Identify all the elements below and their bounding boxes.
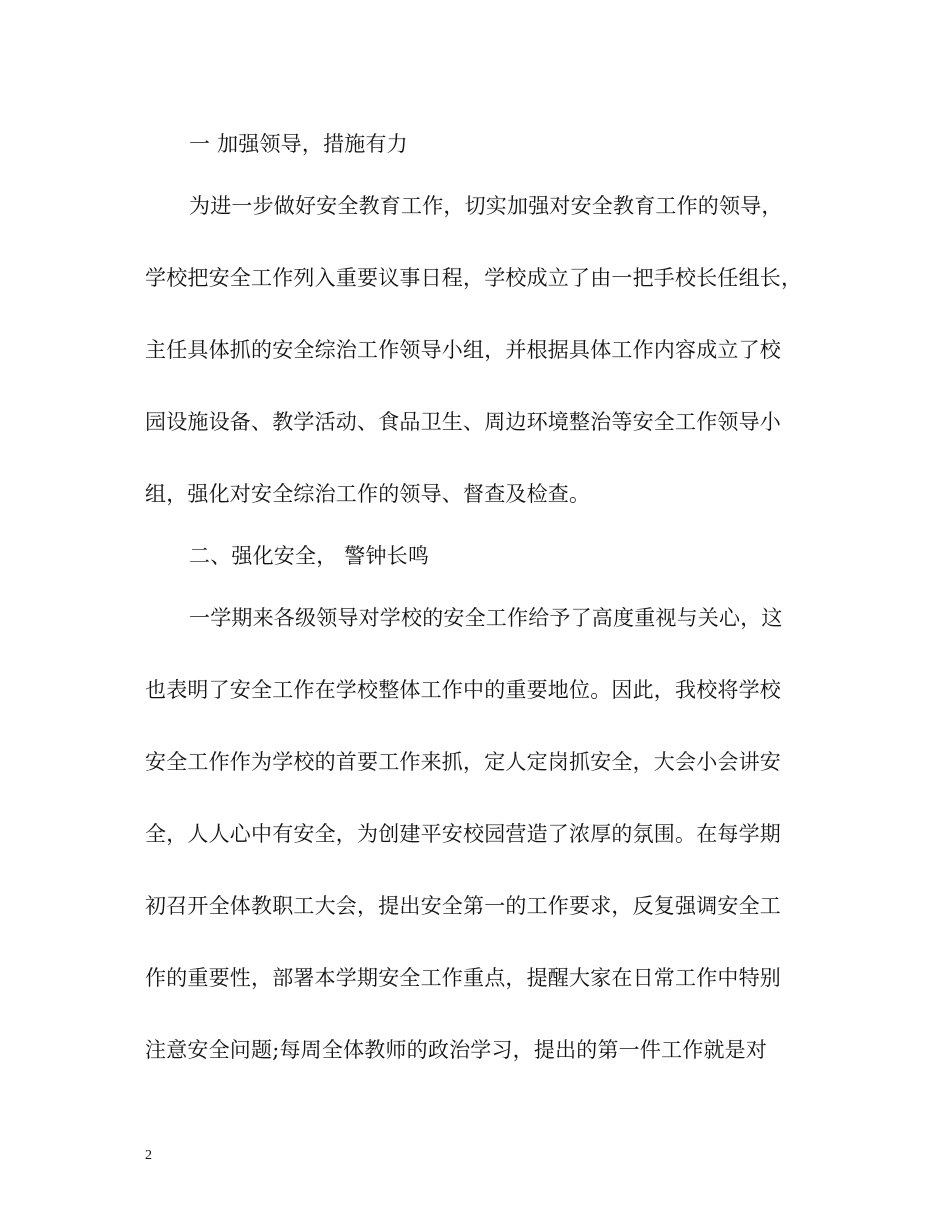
paragraph-line: 作的重要性，部署本学期安全工作重点，提醒大家在日常工作中特别 (145, 966, 781, 990)
paragraph-line: 全，人人心中有安全，为创建平安校园营造了浓厚的氛围。在每学期 (145, 822, 781, 846)
page-number: 2 (145, 1148, 152, 1163)
paragraph-line: 也表明了安全工作在学校整体工作中的重要地位。因此，我校将学校 (145, 678, 781, 702)
section-heading-1: 一 加强领导，措施有力 (189, 132, 408, 156)
paragraph-line: 为进一步做好安全教育工作，切实加强对安全教育工作的领导， (189, 194, 783, 218)
paragraph-line: 学校把安全工作列入重要议事日程，学校成立了由一把手校长任组长， (145, 266, 803, 290)
paragraph-line: 一学期来各级领导对学校的安全工作给予了高度重视与关心，这 (189, 606, 783, 630)
paragraph-line: 注意安全问题;每周全体教师的政治学习，提出的第一件工作就是对 (145, 1038, 768, 1062)
paragraph-line: 安全工作作为学校的首要工作来抓，定人定岗抓安全，大会小会讲安 (145, 750, 781, 774)
paragraph-line: 组，强化对安全综治工作的领导、督查及检查。 (145, 482, 591, 506)
paragraph-line: 初召开全体教职工大会，提出安全第一的工作要求，反复强调安全工 (145, 894, 781, 918)
paragraph-line: 主任具体抓的安全综治工作领导小组，并根据具体工作内容成立了校 (145, 338, 781, 362)
paragraph-line: 园设施设备、教学活动、食品卫生、周边环境整治等安全工作领导小 (145, 410, 781, 434)
section-heading-2: 二、强化安全， 警钟长鸣 (189, 544, 430, 568)
